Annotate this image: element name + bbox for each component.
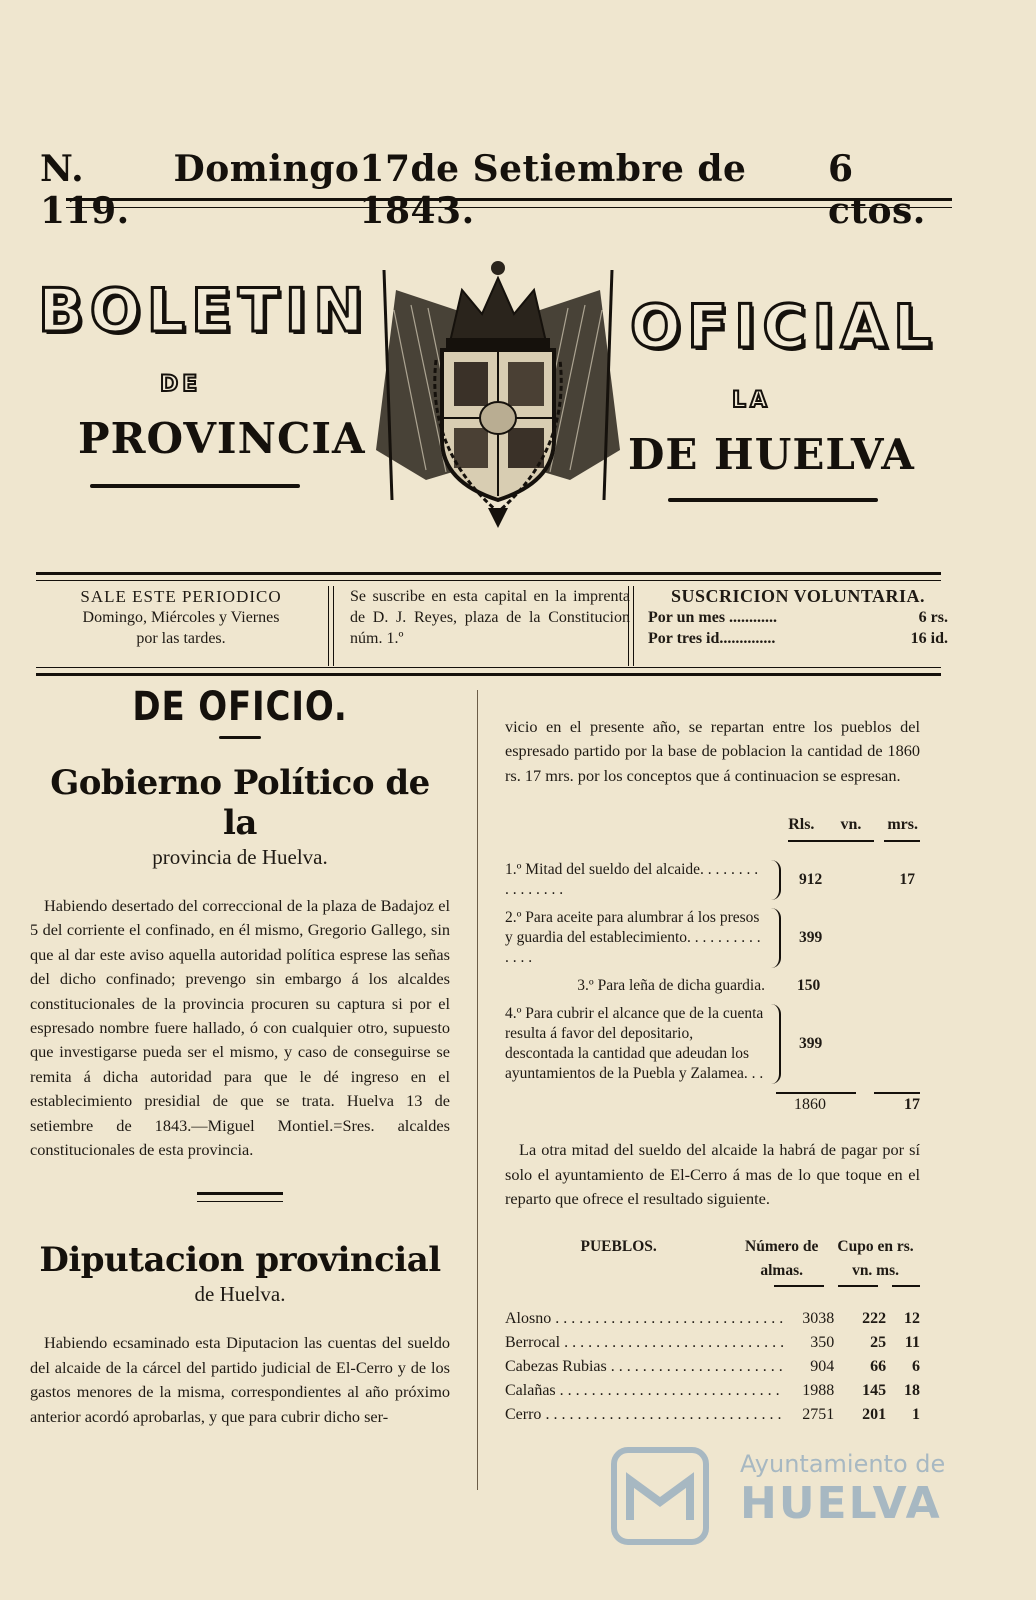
dateline [40,148,952,232]
pueblos-table [505,1307,920,1427]
list-item: 2.º Para aceite para alumbrar á los presos y guardia del establecimiento. . . . . . . . . . . . . . 399 [505,909,823,967]
article-body-gobierno: Habiendo desertado del correccional de la plaza de Badajoz el 5 del corriente el confinado, en él mismo, Gregorio Gallego, sin que al dar este aviso aquella autoridad política esprese las señas del dicho confinado; prevengo sin embargo á los alcaldes constitucionales de la provincia procuren su captura si por el espresado nombre fuere hallado, ó con cualquier otro, supuesto que investigarse pueda ser el mismo, y caso de conseguirse se remita á dicha autoridad para que le dé ingreso en el establecimiento presidial de que se trata. Huelva 13 de setiembre de 1843.—Miguel Montiel.=Sres. alcaldes constitucionales de esta provincia. [30,896,450,1160]
issue-price: 6 ctos. [827,148,926,232]
masthead-de-huelva: DE HUELVA [628,430,915,479]
expense-total: 1860 17 [794,1096,920,1114]
issue-date: 17de Setiembre de 1843. [359,148,747,232]
amounts-header: Rls. vn. mrs. [788,816,918,834]
masthead-rule-left [90,484,300,488]
table-row: Calañas . . . 1988 145 18 [505,1379,920,1403]
masthead-rule-right [668,498,878,502]
expense-list [505,860,920,1084]
article-continuation: vicio en el presente año, se repartan entre los pueblos del espresado partido por la base de poblacion la cantidad de 1860 rs. 17 mrs. por los conceptos que á continuacion se espresan. [505,717,920,785]
masthead-provincia: PROVINCIA [78,414,366,463]
list-item: 1.º Mitad del sueldo del alcaide. . . . . . . . . . . . . . . . 912 17 [505,861,915,899]
publication-schedule: SALE ESTE PERIODICO Domingo, Miércoles y Viernes por las tardes. [80,587,282,647]
issue-number: N. 119. [40,148,130,232]
column-divider [477,690,478,1490]
table-row: Cabezas Rubias . . . 904 66 6 [505,1355,920,1379]
list-item: 4.º Para cubrir el alcance que de la cuenta resulta á favor del depositario, descontada la cantidad que adeudan los ayuntamientos de la Puebla y Zalamea. . . 399 [505,1005,823,1083]
article-body-diputacion: Habiendo ecsaminado esta Diputacion las cuentas del sueldo del alcaide de la cárcel del partido judicial de El-Cerro y de los gastos menores de la misma, correspondientes al año próximo anterior acordó aprobarlas, y que para cubrir dicho ser- [30,1333,450,1426]
list-item: 3.º Para leña de dicha guardia. 150 [577,977,821,995]
table-row: Berrocal . . . 350 25 11 [505,1331,920,1355]
article-separator [197,1192,283,1202]
right-column [505,715,920,1427]
article-subhead-diputacion: de Huelva. [194,1282,286,1307]
table-row: Cerro . . . 2751 201 1 [505,1403,920,1427]
coat-of-arms-icon [366,250,630,530]
left-column [30,680,450,1429]
article-subhead-gobierno: provincia de Huelva. [152,845,328,869]
subscription-place: Se suscribe en esta capital en la imprenta de D. J. Reyes, plaza de la Constitucion núm. 1.º [350,588,630,647]
table-row: Alosno . . . 3038 222 12 [505,1307,920,1331]
article-heading-gobierno: Gobierno Político de la [50,763,430,843]
info-band [36,572,948,674]
masthead-la: LA [732,388,772,413]
header-rule [66,198,952,208]
article-heading-diputacion: Diputacion provincial [39,1240,441,1281]
masthead-oficial: OFICIAL [630,292,938,362]
watermark-logo-icon [600,1440,720,1550]
masthead-de: DE [160,372,202,397]
masthead-boletin: BOLETIN [38,276,370,346]
weekday: Domingo [173,148,360,190]
subscription-rates: SUSCRICION VOLUNTARIA. Por un mes ............ 6 rs. Por tres id.............. 16 id. [648,586,948,647]
table-header: PUEBLOS. Número de almas. Cupo en rs. vn. ms. [580,1238,914,1280]
article-paragraph: La otra mitad del sueldo del alcaide la habrá de pagar por sí solo el ayuntamiento de El-Cerro á mas de lo que toque en el reparto que ofrece el resultado siguiente. [505,1140,920,1209]
archive-watermark: Ayuntamiento de HUELVA [600,1440,960,1550]
section-title: DE OFICIO. [132,684,348,730]
